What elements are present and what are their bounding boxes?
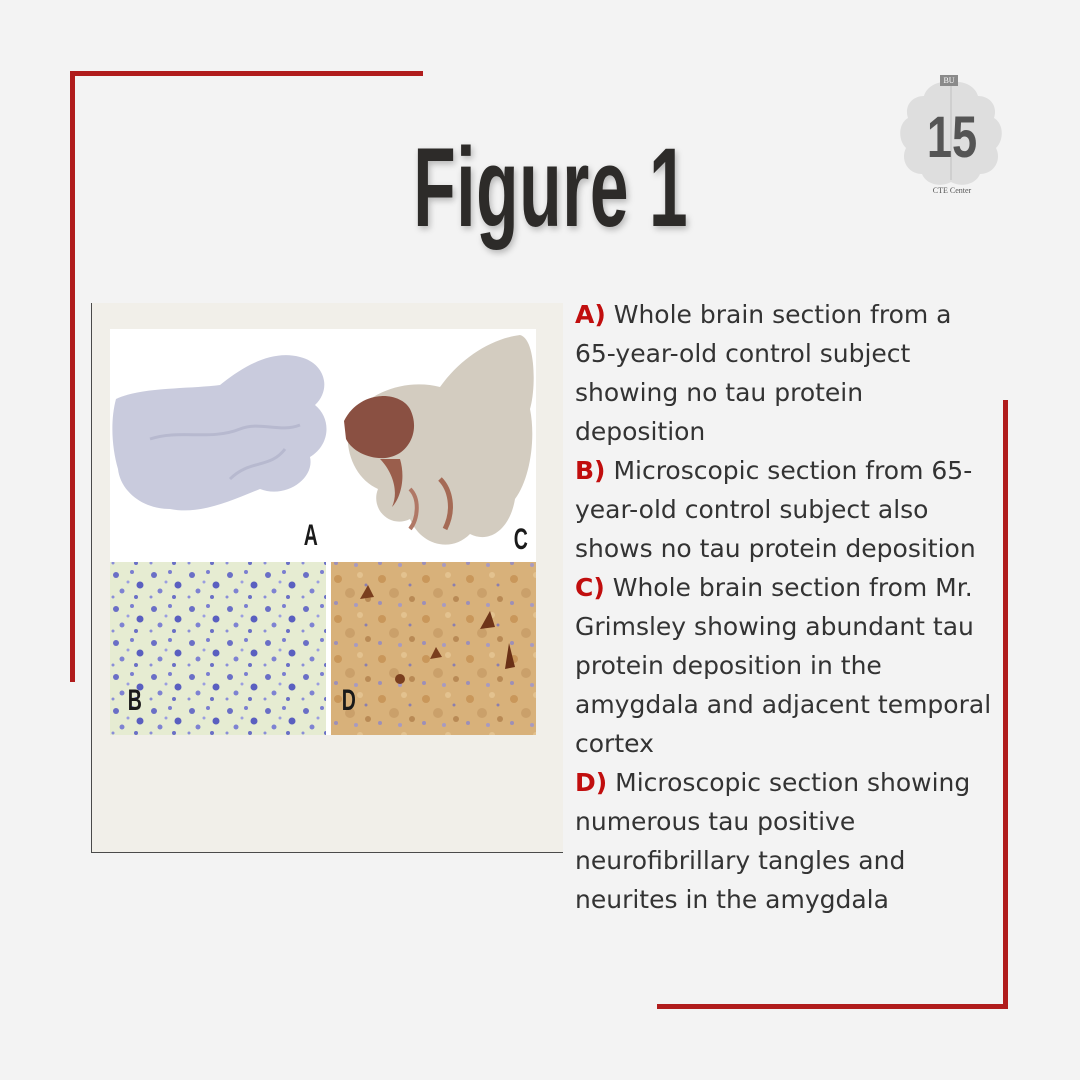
logo-caption: CTE Center [932, 186, 972, 195]
panel-label-c: C [513, 523, 528, 556]
caption-label: B) [575, 456, 606, 485]
logo-badge: BU [940, 75, 958, 86]
caption-d [575, 763, 995, 919]
frame-accent-right [1003, 400, 1008, 1009]
caption-text: Microscopic section showing numerous tau positive neurofibrillary tangles and neurites in the amygdala [575, 768, 971, 914]
caption-text: Microscopic section from 65-year-old control subject also shows no tau protein deposition [575, 456, 976, 563]
panel-label-a: A [303, 519, 318, 552]
frame-accent-left [70, 71, 75, 682]
panel-label-b: B [127, 684, 142, 717]
caption-text: Whole brain section from Mr. Grimsley showing abundant tau protein deposition in the amygdala and adjacent temporal cortex [575, 573, 992, 758]
frame-accent-top [70, 71, 423, 76]
caption-c [575, 568, 995, 763]
caption-label: D) [575, 768, 608, 797]
caption-a [575, 295, 995, 451]
caption-text: Whole brain section from a 65-year-old control subject showing no tau protein deposition [575, 300, 952, 446]
page-title: Figure 1 [413, 125, 689, 250]
panel-label-d: D [341, 684, 356, 717]
caption-label: C) [575, 573, 605, 602]
figure-image [110, 329, 536, 735]
figure-caption [575, 295, 995, 919]
frame-accent-bottom [657, 1004, 1008, 1009]
caption-b [575, 451, 995, 568]
caption-label: A) [575, 300, 606, 329]
logo-number: 15 [926, 105, 978, 170]
